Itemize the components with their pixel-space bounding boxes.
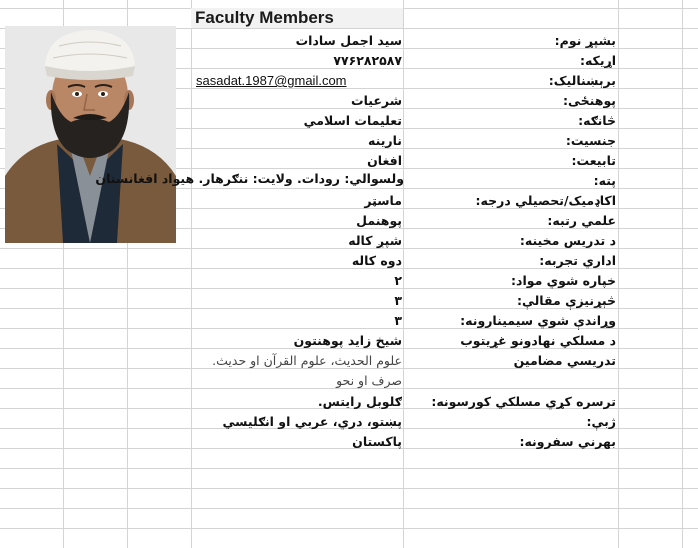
nationality-label: تابيعت: — [571, 153, 616, 168]
page-title: Faculty Members — [195, 8, 334, 27]
address-value: ولسوالي: رودات. ولايت: ننګرهار. هيواد افغانستان — [95, 171, 404, 186]
faculty-label: پوهنځی: — [563, 93, 616, 108]
admin-experience-value: دوه کاله — [351, 253, 402, 268]
courses-value: ګلوبل رايتس. — [317, 394, 402, 409]
languages-value: پښتو، دري، عربي او انګليسي — [222, 414, 402, 429]
courses-label: ترسره کړي مسلکي کورسونه: — [431, 394, 616, 409]
academic-degree-label: اکاډميک/تحصيلي درجه: — [475, 193, 616, 208]
faculty-value: شرعيات — [351, 93, 402, 108]
address-label: پته: — [593, 173, 616, 188]
admin-experience-label: اداري تجربه: — [539, 253, 616, 268]
publications-label: خپاره شوي مواد: — [511, 273, 616, 288]
teaching-experience-value: شپږ کاله — [348, 233, 402, 248]
teaching-subjects-value: علوم الحديث، علوم القرآن او حديث. — [212, 353, 402, 368]
email-label: برېښناليک: — [548, 73, 616, 88]
full-name-label: بشپړ نوم: — [554, 33, 616, 48]
academic-degree-value: ماسټر — [364, 193, 402, 208]
email-link[interactable]: sasadat.1987@gmail.com — [196, 73, 347, 88]
academic-rank-label: علمي رتبه: — [547, 213, 616, 228]
research-papers-label: څېړنيزې مقالې: — [516, 293, 616, 308]
professional-membership-value: شيخ زايد پوهنتون — [293, 333, 402, 348]
address-cell — [95, 171, 404, 191]
publications-value: ۲ — [394, 273, 402, 288]
teaching-experience-label: د تدريس مخينه: — [519, 233, 616, 248]
contact-value: ۷۷۶۲۸۲۵۸۷ — [333, 53, 402, 68]
full-name-value: سيد اجمل سادات — [295, 33, 402, 48]
nationality-value: افغان — [367, 153, 402, 168]
research-papers-value: ۳ — [394, 293, 402, 308]
department-value: تعليمات اسلامي — [303, 113, 402, 128]
professional-membership-label: د مسلکي نهادونو غړيتوب — [460, 333, 616, 348]
foreign-travel-value: پاکستان — [352, 434, 402, 449]
contact-label: اړيکه: — [579, 53, 616, 68]
department-label: څانګه: — [578, 113, 616, 128]
teaching-subjects-label: تدريسي مضامين — [513, 353, 616, 368]
profile-photo — [5, 26, 176, 243]
seminars-label: وړاندې شوي سيمينارونه: — [460, 313, 616, 328]
academic-rank-value: پوهنمل — [356, 213, 402, 228]
seminars-value: ۳ — [394, 313, 402, 328]
gender-label: جنسيت: — [565, 133, 616, 148]
person-photo-icon — [5, 26, 176, 243]
languages-label: ژبې: — [586, 414, 616, 429]
gender-value: نارینه — [368, 133, 402, 148]
teaching-subjects-value-2: صرف او نحو — [336, 373, 402, 388]
foreign-travel-label: بهرني سفرونه: — [519, 434, 616, 449]
